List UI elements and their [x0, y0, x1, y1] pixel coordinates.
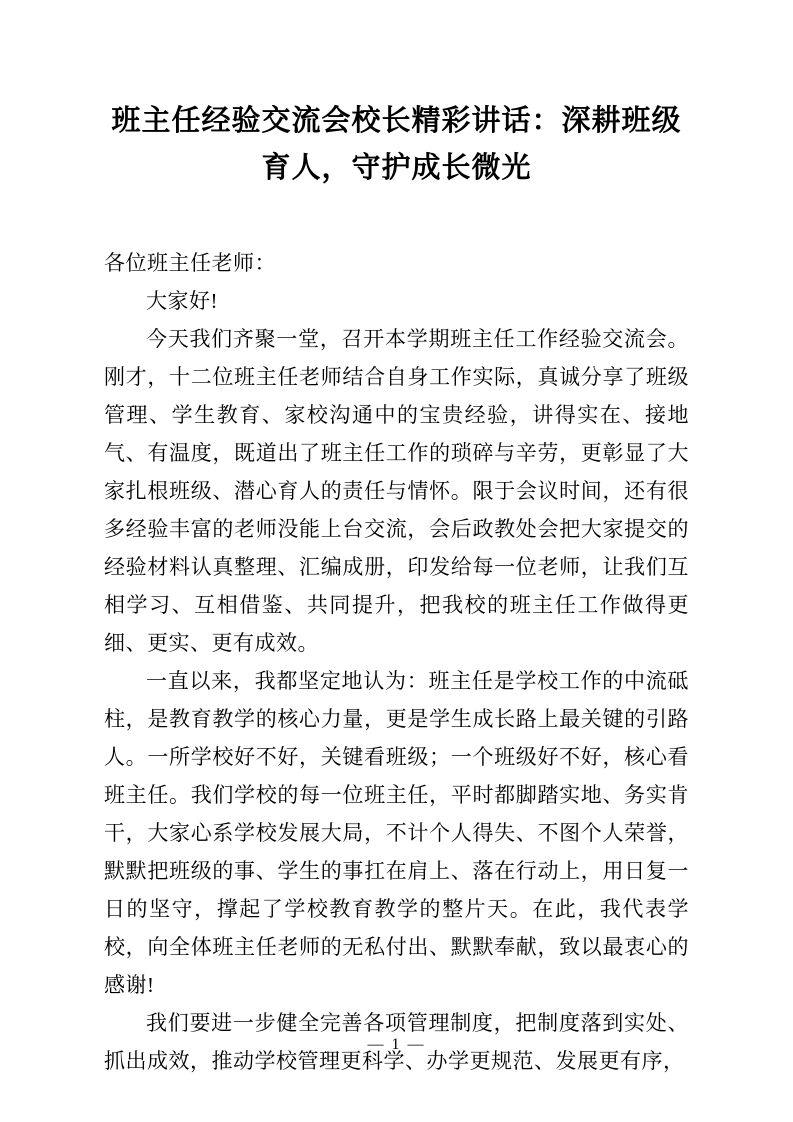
- page-number: — 1 —: [367, 1036, 426, 1053]
- document-title: 班主任经验交流会校长精彩讲话：深耕班级育人，守护成长微光: [111, 105, 682, 184]
- document-body: [104, 244, 689, 1080]
- body-paragraph-2: 一直以来，我都坚定地认为：班主任是学校工作的中流砥柱，是教育教学的核心力量，更是学生成长路上最关键的引路人。一所学校好不好，关键看班级；一个班级好不好，核心看班主任。我们学校的每一位班主任，平时都脚踏实地、务实肯干，大家心系学校发展大局，不计个人得失、不图个人荣誉，默默把班级的事、学生的事扛在肩上、落在行动上，用日复一日的坚守，撑起了学校教育教学的整片天。在此，我代表学校，向全体班主任老师的无私付出、默默奉献，致以最衷心的感谢!: [104, 669, 689, 997]
- paragraph-salutation: 各位班主任老师：: [104, 251, 276, 275]
- paragraph-greeting: 大家好!: [146, 289, 218, 313]
- body-paragraph-3: 我们要进一步健全完善各项管理制度，把制度落到实处、抓出成效，推动学校管理更科学、办学更规范、发展更有序，: [104, 1011, 689, 1073]
- body-paragraph-1: 今天我们齐聚一堂，召开本学期班主任工作经验交流会。刚才，十二位班主任老师结合自身工作实际，真诚分享了班级管理、学生教育、家校沟通中的宝贵经验，讲得实在、接地气、有温度，既道出了班主任工作的琐碎与辛劳，更彰显了大家扎根班级、潜心育人的责任与情怀。限于会议时间，还有很多经验丰富的老师没能上台交流，会后政教处会把大家提交的经验材料认真整理、汇编成册，印发给每一位老师，让我们互相学习、互相借鉴、共同提升，把我校的班主任工作做得更细、更实、更有成效。: [104, 327, 689, 655]
